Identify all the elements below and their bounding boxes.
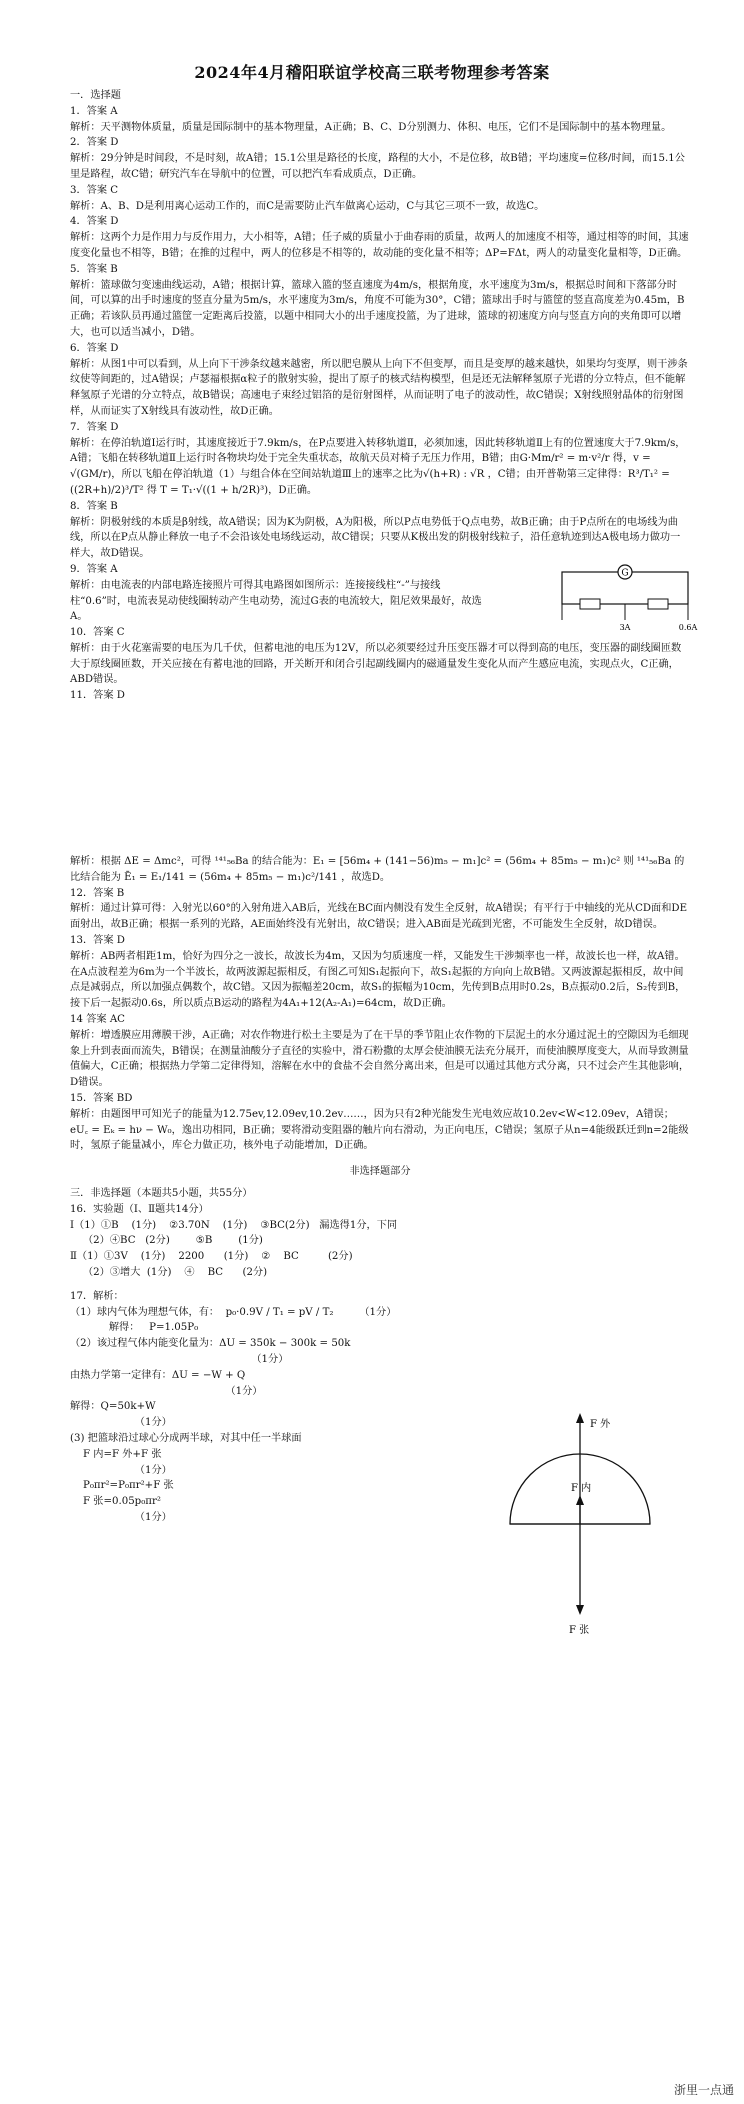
answer-line: 4．答案 D [70, 216, 119, 228]
hemisphere-force-diagram [495, 1409, 665, 1639]
q16-line: （2）③增大 (1分) ④ BC (2分) [70, 1267, 268, 1278]
answer-line: 6．答案 D [70, 342, 119, 354]
explanation: 解析：天平测物体质量，质量是国际制中的基本物理量，A正确；B、C、D分别测力、体积、电压，它们不是国际制中的基本物理量。 [70, 121, 672, 133]
explanation: 解析：在停泊轨道Ⅰ运行时，其速度接近于7.9km/s，在P点要进入转移轨道Ⅱ，必须加速，因此转移轨道Ⅱ上有的位置速度大于7.9km/s，A错；飞船在转移轨道Ⅱ上运行时各物块均处于完全失重状态，故航天员对椅子无压力作用，B错；由G·Mm/r² = m·v²/r 得，v = √(GM/r)，所以飞船在停泊轨道（1）与组合体在空间站轨道Ⅲ上的速率之比为√(h+R) : √R ，C错；由开普勒第三定律得：R³/T₁² = ((2R+h)/2)³/T² 得 T = T₁·√((1 + h/2R)³)，D正确。 [70, 437, 686, 496]
answer-line: 15．答案 BD [70, 1093, 133, 1105]
force-outer-label: F 外 [590, 1418, 611, 1430]
explanation: 解析：由于火花塞需要的电压为几千伏，但蓄电池的电压为12V，所以必须要经过升压变压器才可以得到高的电压，变压器的副线圈匝数大于原线圈匝数，开关应接在有蓄电池的回路，开关断开和闭合引起副线圈内的磁通量发生变化从而产生感应电流，实现点火，C正确，ABD错误。 [70, 642, 682, 686]
answer-9 [70, 562, 698, 632]
q17-line: P₀πr²=P₀πr²+F 张 [70, 1480, 174, 1492]
q17-line: （1）球内气体为理想气体，有： p₀·0.9V / T₁ = pV / T₂ （1分） [70, 1306, 397, 1318]
watermark: 浙里一点通 [673, 2083, 734, 2097]
terminal-06a-label: 0.6A [678, 622, 698, 632]
answer-5 [70, 262, 690, 341]
question-16 [70, 1202, 690, 1281]
q17-line: (3) 把篮球沿过球心分成两半球，对其中任一半球面 [70, 1432, 302, 1444]
explanation: 解析：篮球做匀变速曲线运动，A错；根据计算，篮球入篮的竖直速度为4m/s，根据角度，水平速度为3m/s，根据总时间和下落部分时间，可以算的出手时速度的竖直分量为5m/s，水平速度为3m/s，角度不可能为30°，C错；篮球出手时与篮筐的竖直高度差为0.45m，B正确；若该队员再通过篮筐一定距离后投篮，以题中相同大小的出手速度投篮，为了进球，篮球的初速度方向与竖直方向的夹角即可以增大，也可以适当减小，D错。 [70, 279, 685, 338]
answer-line: 5．答案 B [70, 263, 118, 275]
explanation: 解析：增透膜应用薄膜干涉，A正确；对农作物进行松土主要是为了在干旱的季节阻止农作物的下层泥土的水分通过泥土的空隙因为毛细现象上升到表面而流失，B错误；在测量油酸分子直径的实验中，滑石粉撒的太厚会使油膜无法充分展开，而使油膜厚度变大，从而导致测量值偏大，C正确；根据热力学第二定律得知，溶解在水中的食盐不会自然分离出来，但是可以通过其他方式分离，只不过会产生其他影响，D错误。 [70, 1029, 690, 1089]
q17-line: （1分） [70, 1511, 172, 1523]
answer-line: 9．答案 A [70, 563, 118, 575]
answer-4 [70, 214, 690, 261]
answer-8 [70, 499, 690, 562]
explanation: 解析：AB两者相距1m，恰好为四分之一波长，故波长为4m，又因为匀质速度一样，又能发生干涉频率也一样，故波长也一样，故A错。在A点波程差为6m为一个半波长，故两波源起振相反，有图乙可知S₁起振向下，故S₁起振的方向向上故B错。又两波源起振相反，故中间点是减弱点，所以加强点偶数个，故C错。又因为振幅差20cm，故S₁的振幅为10cm，先传到B点用时0.2s，B点振动0.2后，S₂传到B，接下后一起振动0.6s，所以质点B运动的路程为4A₁+12(A₂-A₁)=64cm，故D正确。 [70, 950, 686, 1010]
q17-line: （2）该过程气体内能变化量为：ΔU = 350k − 300k = 50k [70, 1338, 351, 1350]
answer-line: 8．答案 B [70, 500, 118, 512]
question-17 [70, 1289, 690, 1636]
q16-line: （2）④BC (2分) ⑤B (1分) [70, 1235, 263, 1247]
force-tension-label: F 张 [569, 1624, 590, 1636]
answer-2 [70, 135, 690, 182]
answer-line: 2．答案 D [70, 137, 119, 149]
answer-14 [70, 1012, 690, 1091]
answer-line: 7．答案 D [70, 421, 119, 433]
q17-line: 解得： P=1.05P₀ [70, 1322, 199, 1334]
page-title: 2024年4月稽阳联谊学校高三联考物理参考答案 [194, 63, 550, 82]
answer-13 [70, 933, 690, 1012]
answer-line: 12．答案 B [70, 887, 125, 899]
q17-line: 解得：Q=50k+W [70, 1401, 156, 1413]
blank-area [70, 704, 690, 854]
q17-line: F 内=F 外+F 张 [70, 1448, 162, 1460]
explanation: 解析：这两个力是作用力与反作用力，大小相等，A错；任子威的质量小于曲春雨的质量，故两人的加速度不相等，通过相等的时间，其速度变化量也不相等，B错；在推的过程中，两人的位移是不相等的，故动能的变化量不相等；ΔP=FΔt，两人的动量变化量相等，D正确。 [70, 232, 689, 259]
answer-6 [70, 341, 690, 420]
answer-line: 1．答案 A [70, 105, 118, 117]
galvanometer-label: G [621, 568, 629, 579]
q17-line: F 张=0.05p₀πr² [70, 1496, 161, 1508]
answer-1 [70, 104, 690, 136]
answer-3 [70, 183, 690, 215]
explanation: 解析：从图1中可以看到，从上向下干涉条纹越来越密，所以肥皂膜从上向下不但变厚，而且是变厚的越来越快，如果均匀变厚，则干涉条纹使等间距的，过A错误；卢瑟福根据α粒子的散射实验，提出了原子的核式结构模型，但是还无法解释氢原子光谱的分立特点，但不能解释氢原子光谱的分立特点，故B错误；高速电子束经过铝箔的是衍射图样，从而证明了电子的波动性，故C错误；X射线照射晶体的衍射图样，从而证实了X射线具有波动性，故D正确。 [70, 358, 688, 417]
explanation: 解析：通过计算可得：入射光以60°的入射角进入AB后，光线在BC面内侧没有发生全反射，故A错误；有平行于中轴线的光从CD面和DE面射出，故B正确；根据一系列的光路，AE面始终没有光射出，故C错误；进入AB面是光疏到光密，不可能发生全反射，故D错误。 [70, 903, 688, 931]
q16-head: 16．实验题（Ⅰ、Ⅱ题共14分） [70, 1203, 209, 1215]
q17-line: 由热力学第一定律有：ΔU = −W + Q [70, 1369, 246, 1381]
q17-line: （1分） [70, 1385, 263, 1397]
explanation: 解析：由电流表的内部电路连接照片可得其电路图如图所示：连接接线柱“-”与接线柱“0.6”时，电流表晃动使线圈转动产生电动势，流过G表的电流较大，阻尼效果最好，故选A。 [70, 579, 482, 623]
answer-15 [70, 1091, 690, 1154]
q17-line: （1分） [70, 1417, 172, 1429]
answer-11 [70, 688, 690, 885]
explanation: 解析：A、B、D是利用离心运动工作的，而C是需要防止汽车做离心运动，C与其它三项不一致，故选C。 [70, 200, 545, 212]
section-heading-choice: 一．选择题 [70, 90, 121, 101]
answer-line: 11．答案 D [70, 690, 125, 702]
force-inner-label: F 内 [571, 1482, 592, 1494]
q16-line: Ⅱ（1）①3V (1分) 2200 (1分) ② BC (2分) [70, 1251, 353, 1263]
explanation: 解析：由题图甲可知光子的能量为12.75ev,12.09ev,10.2ev……，因为只有2种光能发生光电效应故10.2ev<W<12.09ev，A错误；eU꜀ = Eₖ = hν − W₀，逸出功相同，B正确；要将滑动变阻器的触片向右滑动，为正向电压，C错误；氢原子从n=4能级跃迁到n=2能级时，氢原子能量减小，库仑力做正功，核外电子动能增加，D正确。 [70, 1108, 689, 1152]
q16-line: Ⅰ（1）①B (1分) ②3.70N (1分) ③BC(2分) 漏选得1分，下同 [70, 1219, 398, 1231]
q17-line: （1分） [70, 1353, 289, 1365]
q17-line: （1分） [70, 1464, 172, 1476]
answer-line: 3．答案 C [70, 184, 119, 196]
answer-12 [70, 886, 690, 933]
section-heading-nonchoice: 非选择题部分 [349, 1166, 411, 1178]
explanation: 解析：29分钟是时间段，不是时刻，故A错；15.1公里是路径的长度，路程的大小，不是位移，故B错；平均速度=位移/时间，而15.1公里是路程，故C错；研究汽车在导航中的位置，可以把汽车看成质点，D正确。 [70, 153, 685, 180]
answer-line: 13．答案 D [70, 935, 125, 947]
terminal-3a-label: 3A [619, 622, 631, 632]
answer-line: 10．答案 C [70, 627, 125, 639]
section-heading-part3: 三．非选择题（本题共5小题，共55分） [70, 1188, 253, 1200]
explanation: 解析：根据 ΔE = Δmc²，可得 ¹⁴¹₅₆Ba 的结合能为：E₁ = [56m₄ + (141−56)m₅ − m₁]c² = (56m₄ + 85m₅ − m₁)c² 则 ¹⁴¹₅₆Ba 的比结合能为 Ē₁ = E₁/141 = (56m₄ + 85m₅ − m₁)c²/141 ，故选D。 [70, 856, 685, 883]
answer-document [70, 88, 698, 1636]
answer-7 [70, 420, 690, 499]
answer-line: 14 答案 AC [70, 1014, 125, 1026]
q17-head: 17．解析： [70, 1290, 124, 1302]
explanation: 解析：阴极射线的本质是β射线，故A错误；因为K为阴极，A为阳极，所以P点电势低于Q点电势，故B正确；由于P点所在的电场线为曲线，所以在P点从静止释放一电子不会沿该处电场线运动，故C错误；只要从K极出发的阴极射线粒子，沿任意轨迹到达A极电场力做功一样大，故D错误。 [70, 516, 681, 560]
ammeter-circuit-diagram [550, 562, 700, 632]
